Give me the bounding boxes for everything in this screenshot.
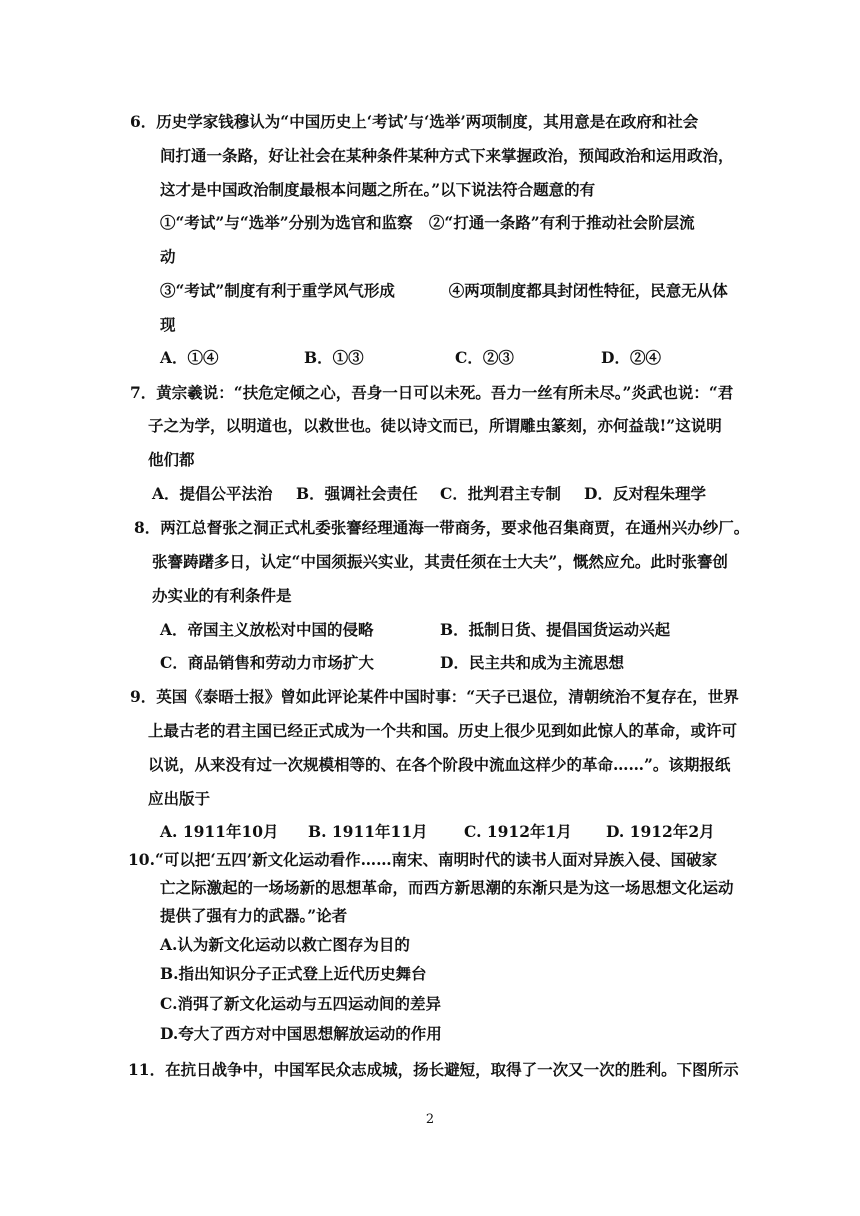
q6-line-5: 动 — [160, 247, 176, 266]
q6-line-2: 间打通一条路，好让社会在某种条件某种方式下来掌握政治，预闻政治和运用政治， — [160, 146, 734, 165]
q9-line-3: 以说，从来没有过一次规模相等的、在各个阶段中流血这样少的革命……”。该期报纸 — [148, 755, 731, 774]
q9-line-4: 应出版于 — [148, 789, 211, 808]
q6-option-d: D．②④ — [601, 348, 661, 367]
q10-option-a: A.认为新文化运动以救亡图存为目的 — [160, 935, 410, 954]
q10-option-c: C.消弭了新文化运动与五四运动间的差异 — [160, 994, 441, 1013]
q10-option-d: D.夸大了西方对中国思想解放运动的作用 — [160, 1024, 442, 1043]
q11-line-1: 11．在抗日战争中，中国军民众志成城，扬长避短，取得了一次又一次的胜利。下图所示 — [128, 1060, 739, 1079]
q10-option-b: B.指出知识分子正式登上近代历史舞台 — [160, 964, 427, 983]
q8-option-d: D．民主共和成为主流思想 — [440, 653, 624, 672]
q7-option-c: C．批判君主专制 — [440, 484, 561, 503]
q8-option-a: A．帝国主义放松对中国的侵略 — [160, 620, 374, 639]
q6-option-a: A．①④ — [160, 348, 219, 367]
q9-line-1: 9．英国《泰晤士报》曾如此评论某件中国时事：“天子已退位，清朝统治不复存在，世界 — [130, 687, 739, 706]
q6-line-1: 6．历史学家钱穆认为“中国历史上‘考试’与‘选举’两项制度，其用意是在政府和社会 — [130, 112, 699, 131]
q7-line-3: 他们都 — [148, 450, 195, 469]
q7-option-d: D．反对程朱理学 — [584, 484, 706, 503]
q10-line-1: 10.“可以把‘五四’新文化运动看作……南宋、南明时代的读书人面对异族入侵、国破家 — [128, 850, 718, 869]
q10-line-3: 提供了强有力的武器。”论者 — [160, 906, 348, 925]
q8-option-c: C．商品销售和劳动力市场扩大 — [160, 653, 374, 672]
q7-option-b: B．强调社会责任 — [296, 484, 418, 503]
q9-option-c: C. 1912年1月 — [464, 822, 572, 841]
q9-line-2: 上最古老的君主国已经正式成为一个共和国。历史上很少见到如此惊人的革命，或许可 — [148, 721, 738, 740]
q7-option-a: A．提倡公平法治 — [152, 484, 273, 503]
q7-line-2: 子之为学，以明道也，以救世也。徒以诗文而已，所谓雕虫篆刻，亦何益哉!”这说明 — [148, 416, 722, 435]
q9-option-d: D. 1912年2月 — [606, 822, 715, 841]
q8-line-3: 办实业的有利条件是 — [152, 586, 292, 605]
q6-line-7: 现 — [160, 315, 176, 334]
page-number: 2 — [425, 1112, 435, 1127]
q9-option-b: B. 1911年11月 — [308, 822, 428, 841]
q8-line-2: 张謇踌躇多日，认定“中国须振兴实业，其责任须在士大夫”，慨然应允。此时张謇创 — [152, 552, 728, 571]
q6-line-6: ③“考试”制度有利于重学风气形成 ④两项制度都具封闭性特征，民意无从体 — [160, 281, 728, 300]
q7-line-1: 7．黄宗羲说：“扶危定倾之心，吾身一日可以未死。吾力一丝有所未尽。”炎武也说：“君 — [130, 383, 734, 402]
q6-line-4: ①“考试”与“选举”分别为选官和监察 ②“打通一条路”有利于推动社会阶层流 — [160, 213, 695, 232]
q6-line-3: 这才是中国政治制度最根本问题之所在。”以下说法符合题意的有 — [160, 180, 596, 199]
q10-line-2: 亡之际激起的一场场新的思想革命，而西方新思潮的东渐只是为这一场思想文化运动 — [160, 878, 734, 897]
q6-option-c: C．②③ — [455, 348, 514, 367]
q9-option-a: A. 1911年10月 — [160, 822, 279, 841]
q8-line-1: 8．两江总督张之洞正式札委张謇经理通海一带商务，要求他召集商贾，在通州兴办纱厂。 — [134, 518, 750, 537]
q8-option-b: B．抵制日货、提倡国货运动兴起 — [440, 620, 671, 639]
q6-option-b: B．①③ — [304, 348, 364, 367]
